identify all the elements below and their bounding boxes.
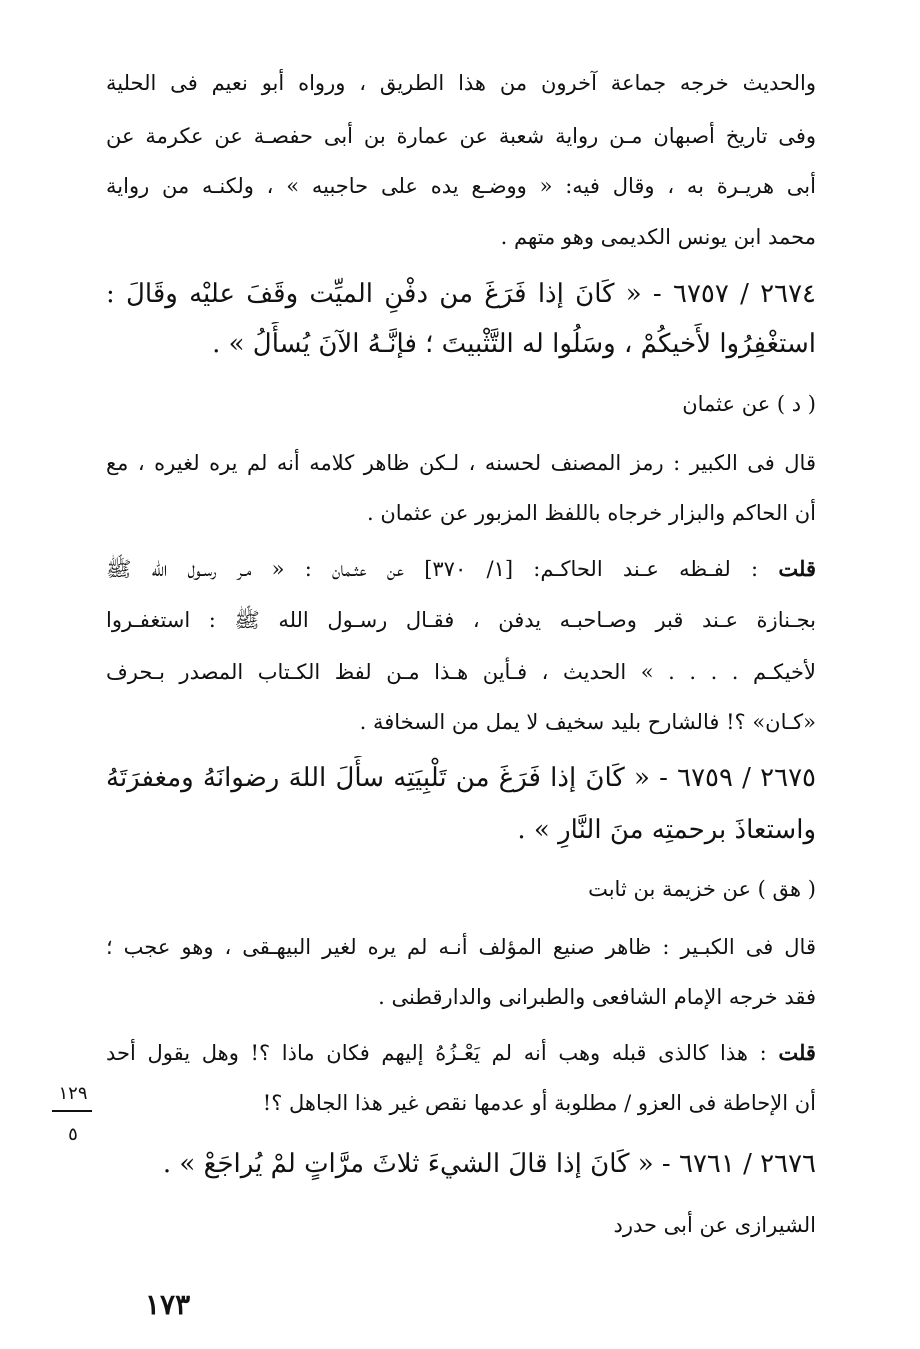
- paragraph-line: أبى هريـرة به ، وقال فيه: « ووضـع يده على حاجبيه » ، ولكنـه من رواية: [106, 174, 816, 198]
- qultu-text: : هذا كالذى قبله وهب أنه لم يَعْـزُهُ إليهم فكان ماذا ؟! وهل يقول أحد: [106, 1041, 767, 1065]
- qultu-text: : لفـظه عـند الحاكـم: [١/ ٣٧٠] عن عثـمان : « مـر رسـول الله ﷺ: [106, 557, 759, 581]
- hadith-text: ٢٦٧٤ / ٦٧٥٧ - « كَانَ إذا فَرَغَ من دفْنِ الميِّت وقَفَ عليْه وقَالَ :: [106, 279, 816, 309]
- qultu-line: [106, 1034, 816, 1074]
- qultu-label: قلت: [778, 1040, 816, 1065]
- qultu-line: بجـنازة عـند قبر وصـاحبـه يدفن ، فقـال رسـول الله ﷺ : استغفـروا: [106, 608, 816, 632]
- hadith-text: ٢٦٧٥ / ٦٧٥٩ - « كَانَ إذا فَرَغَ من تَلْبِيَتِه سأَلَ اللهَ رضوانَهُ ومغفرَتَهُ: [106, 763, 816, 793]
- margin-ref-top: ١٢٩: [58, 1083, 88, 1104]
- hadith-source: ( د ) عن عثمان: [682, 392, 816, 416]
- hadith-source: ( هق ) عن خزيمة بن ثابت: [588, 877, 816, 901]
- hadith-text: ٢٦٧٦ / ٦٧٦١ - « كَانَ إذا قالَ الشيءَ ثلاثَ مرَّاتٍ لمْ يُراجَعْ » .: [162, 1149, 816, 1179]
- commentary-line: قال فى الكبير : رمز المصنف لحسنه ، لـكن ظاهر كلامه أنه لم يره لغيره ، مع: [106, 451, 816, 475]
- page-number: ١٧٣: [145, 1288, 191, 1321]
- paragraph-line: والحديث خرجه جماعة آخرون من هذا الطريق ، ورواه أبو نعيم فى الحلية: [106, 71, 816, 95]
- hadith-text: واستعاذَ برحمتِه منَ النَّارِ » .: [517, 815, 816, 845]
- paragraph-line: محمد ابن يونس الكديمى وهو متهم .: [500, 225, 816, 249]
- qultu-label: قلت: [778, 556, 816, 581]
- qultu-line: لأخيكـم . . . . » الحديث ، فـأين هـذا مـن لفظ الكـتاب المصدر بـحرف: [106, 660, 816, 684]
- paragraph-line: وفى تاريخ أصبهان مـن رواية شعبة عن عمارة بن أبى حفصـة عن عكرمة عن: [106, 124, 816, 148]
- commentary-line: أن الحاكم والبزار خرجاه باللفظ المزبور عن عثمان .: [366, 501, 816, 525]
- qultu-line: أن الإحاطة فى العزو / مطلوبة أو عدمها نقص غير هذا الجاهل ؟!: [262, 1091, 816, 1115]
- hadith-source: الشيرازى عن أبى حدرد: [613, 1213, 816, 1237]
- margin-ref-bottom: ٥: [68, 1124, 78, 1145]
- margin-ref-divider: [52, 1110, 92, 1112]
- commentary-line: فقد خرجه الإمام الشافعى والطبرانى والدارقطنى .: [378, 985, 816, 1009]
- hadith-text: استغْفِرُوا لأَخيكُمْ ، وسَلُوا له التَّثْبيتَ ؛ فإنَّـهُ الآنَ يُسأَلُ » .: [212, 329, 816, 359]
- commentary-line: قال فى الكبـير : ظاهر صنيع المؤلف أنـه لم يره لغير البيهـقى ، وهو عجب ؛: [106, 935, 816, 959]
- qultu-line: [106, 550, 816, 590]
- qultu-line: «كـان» ؟! فالشارح بليد سخيف لا يمل من السخافة .: [359, 710, 816, 734]
